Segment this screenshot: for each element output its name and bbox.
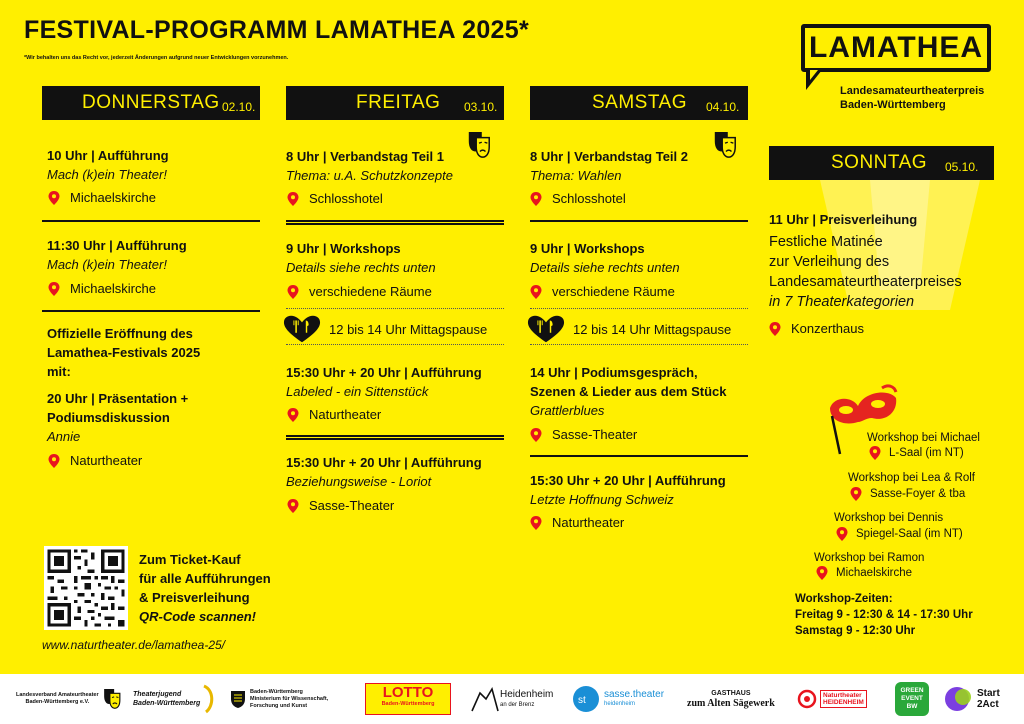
dotted-divider [530, 308, 748, 309]
event-fri-4: 15:30 Uhr + 20 Uhr | Aufführung Beziehungsweise - Loriot [286, 455, 482, 489]
location-pin-icon [850, 487, 862, 501]
website-link[interactable]: www.naturtheater.de/lamathea-25/ [42, 638, 225, 652]
theater-masks-icon [466, 128, 492, 162]
lunch-break-fri: 12 bis 14 Uhr Mittagspause [283, 314, 487, 344]
location-fri-4: Sasse-Theater [287, 498, 394, 513]
logo-subtitle: Landesamateurtheaterpreis Baden-Württemberg [840, 85, 985, 111]
divider [42, 220, 260, 222]
location-sat-2: verschiedene Räume [530, 284, 675, 299]
sponsor-naturtheater: Naturtheater HEIDENHEIM [797, 674, 867, 724]
start2act-logo-icon [944, 684, 974, 714]
event-fri-3: 15:30 Uhr + 20 Uhr | Aufführung Labeled - ein Sittenstück [286, 365, 482, 399]
day-header-saturday: SAMSTAG 04.10. [530, 86, 748, 120]
workshop-1-title: Workshop bei Michael [867, 432, 980, 444]
location-thu-1: Michaelskirche [48, 190, 156, 205]
location-pin-icon [530, 192, 542, 206]
location-pin-icon [287, 499, 299, 513]
event-sat-4: 15:30 Uhr + 20 Uhr | Aufführung Letzte Hoffnung Schweiz [530, 473, 726, 507]
dotted-divider [530, 344, 748, 345]
workshop-1-location: L-Saal (im NT) [869, 446, 964, 460]
divider [286, 435, 504, 440]
event-sat-3: 14 Uhr | Podiumsgespräch, Szenen & Lieder aus dem Stück Grattlerblues [530, 365, 727, 418]
workshop-4-title: Workshop bei Ramon [814, 552, 925, 564]
lunch-heart-icon [283, 314, 321, 344]
event-fri-1: 8 Uhr | Verbandstag Teil 1 Thema: u.A. Schutzkonzepte [286, 149, 453, 183]
lamathea-logo: LAMATHEA [801, 24, 991, 72]
sponsor-footer [0, 674, 1024, 724]
naturtheater-logo-icon [797, 689, 817, 709]
event-sat-2: 9 Uhr | Workshops Details siehe rechts unten [530, 241, 680, 275]
workshop-3-title: Workshop bei Dennis [834, 512, 944, 524]
page-title: FESTIVAL-PROGRAMM LAMATHEA 2025* [24, 16, 529, 44]
workshop-times: Workshop-Zeiten: Freitag 9 - 12:30 & 14 - 17:30 Uhr Samstag 9 - 12:30 Uhr [795, 593, 973, 637]
disclaimer: *Wir behalten uns das Recht vor, jederzeit Änderungen aufgrund neuer Entwicklungen vorzunehmen. [24, 55, 289, 61]
day-header-thursday: DONNERSTAG 02.10. [42, 86, 260, 120]
lunch-break-sat: 12 bis 14 Uhr Mittagspause [527, 314, 731, 344]
event-sun-description: Festliche Matinée zur Verleihung des Landesamateurtheaterpreises in 7 Theaterkategorien [769, 234, 962, 310]
lunch-heart-icon [527, 314, 565, 344]
location-sat-4: Naturtheater [530, 515, 624, 530]
sponsor-theaterjugend: Theaterjugend Baden-Württemberg [133, 674, 216, 724]
location-pin-icon [287, 285, 299, 299]
location-fri-2: verschiedene Räume [287, 284, 432, 299]
dotted-divider [286, 344, 504, 345]
sponsor-lotto: LOTTO Baden-Württemberg [365, 674, 451, 724]
svg-text:st: st [578, 695, 586, 706]
swoosh-icon [202, 684, 216, 714]
divider [286, 220, 504, 225]
day-header-friday: FREITAG 03.10. [286, 86, 504, 120]
sponsor-lv-amateurtheater: Landesverband Amateurtheater Baden-Württemberg e.V. [16, 674, 122, 724]
location-pin-icon [48, 191, 60, 205]
divider [530, 220, 748, 222]
qr-code[interactable] [44, 546, 128, 630]
location-pin-icon [530, 285, 542, 299]
location-fri-1: Schlosshotel [287, 191, 383, 206]
location-pin-icon [769, 322, 781, 336]
divider [42, 310, 260, 312]
coat-of-arms-icon [230, 690, 246, 708]
speech-tail-icon [806, 70, 826, 90]
theater-masks-icon [102, 686, 122, 712]
day-header-sunday: SONNTAG 05.10. [769, 146, 994, 180]
ticket-info: Zum Ticket-Kauf für alle Aufführungen & Preisverleihung QR-Code scannen! [139, 552, 271, 624]
location-pin-icon [48, 282, 60, 296]
sponsor-sasse-theater: st sasse.theater heidenheim [572, 674, 664, 724]
event-fri-2: 9 Uhr | Workshops Details siehe rechts unten [286, 241, 436, 275]
location-pin-icon [530, 516, 542, 530]
event-thu-2: 11:30 Uhr | Aufführung Mach (k)ein Theater! [47, 238, 187, 272]
theater-masks-icon [712, 128, 738, 162]
castle-icon [470, 685, 500, 713]
sponsor-heidenheim: Heidenheim an der Brenz [470, 674, 553, 724]
location-thu-2: Michaelskirche [48, 281, 156, 296]
location-pin-icon [836, 527, 848, 541]
sasse-logo-icon [572, 685, 600, 713]
location-pin-icon [816, 566, 828, 580]
opening-text: Offizielle Eröffnung des Lamathea-Festivals 2025 mit: [47, 326, 201, 379]
location-pin-icon [48, 454, 60, 468]
workshop-4-location: Michaelskirche [816, 566, 912, 580]
sponsor-green-event: GREEN EVENT BW [895, 674, 929, 724]
workshop-2-location: Sasse-Foyer & tba [850, 487, 965, 501]
location-sun-1: Konzerthaus [769, 321, 864, 336]
workshop-2-title: Workshop bei Lea & Rolf [848, 472, 975, 484]
location-sat-1: Schlosshotel [530, 191, 626, 206]
location-pin-icon [287, 192, 299, 206]
location-thu-3: Naturtheater [48, 453, 142, 468]
event-sat-1: 8 Uhr | Verbandstag Teil 2 Thema: Wahlen [530, 149, 688, 183]
sponsor-start2act: Start 2Act [944, 674, 1000, 724]
sponsor-gasthaus: GASTHAUS zum Alten Sägewerk [687, 689, 775, 709]
location-pin-icon [530, 428, 542, 442]
location-sat-3: Sasse-Theater [530, 427, 637, 442]
event-thu-3: 20 Uhr | Präsentation + Podiumsdiskussion Annie [47, 391, 189, 444]
dotted-divider [286, 308, 504, 309]
divider [530, 455, 748, 457]
sponsor-ministerium: Baden-Württemberg Ministerium für Wissenschaft, Forschung und Kunst [230, 674, 328, 724]
event-sun-1: 11 Uhr | Preisverleihung [769, 212, 918, 227]
workshop-3-location: Spiegel-Saal (im NT) [836, 527, 963, 541]
event-thu-1: 10 Uhr | Aufführung Mach (k)ein Theater! [47, 148, 169, 182]
location-pin-icon [287, 408, 299, 422]
location-pin-icon [869, 446, 881, 460]
location-fri-3: Naturtheater [287, 407, 381, 422]
